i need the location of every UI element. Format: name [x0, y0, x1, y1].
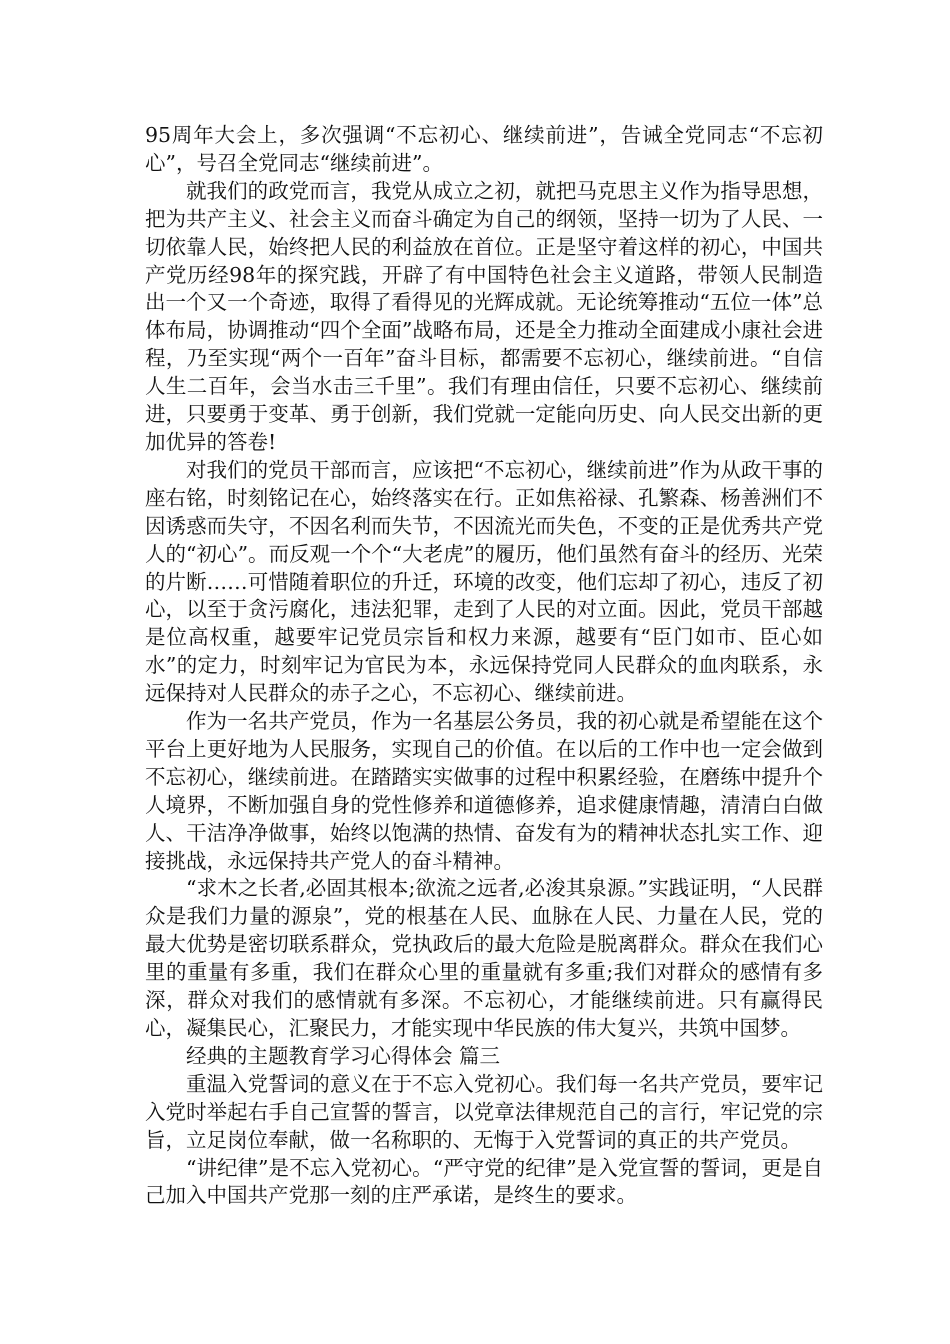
- paragraph-4: 作为一名共产党员，作为一名基层公务员，我的初心就是希望能在这个平台上更好地为人民服务，实现自己的价值。在以后的工作中也一定会做到不忘初心，继续前进。在踏踏实实做事的过程中积累经验，在磨练中提升个人境界，不断加强自身的党性修养和道德修养，追求健康情趣，清清白白做人、干洁净净做事，始终以饱满的热情、奋发有为的精神状态扎实工作、迎接挑战，永远保持共产党人的奋斗精神。: [145, 709, 823, 873]
- paragraph-3: 对我们的党员干部而言，应该把“不忘初心，继续前进”作为从政干事的座右铭，时刻铭记在心，始终落实在行。正如焦裕禄、孔繁森、杨善洲们不因诱惑而失守，不因名利而失节，不因流光而失色，不变的正是优秀共产党人的“初心”。而反观一个个“大老虎”的履历，他们虽然有奋斗的经历、光荣的片断……可惜随着职位的升迁，环境的改变，他们忘却了初心，违反了初心，以至于贪污腐化，违法犯罪，走到了人民的对立面。因此，党员干部越是位高权重，越要牢记党员宗旨和权力来源，越要有“臣门如市、臣心如水”的定力，时刻牢记为官民为本，永远保持党同人民群众的血肉联系，永远保持对人民群众的赤子之心，不忘初心、继续前进。: [145, 457, 823, 706]
- section-heading: 经典的主题教育学习心得体会 篇三: [186, 1043, 501, 1068]
- paragraph-6: 重温入党誓词的意义在于不忘入党初心。我们每一名共产党员，要牢记入党时举起右手自己宣誓的誓言，以党章法律规范自己的言行，牢记党的宗旨，立足岗位奉献，做一名称职的、无悔于入党誓词的真正的共产党员。: [145, 1071, 823, 1152]
- paragraph-2: 就我们的政党而言，我党从成立之初，就把马克思主义作为指导思想，把为共产主义、社会主义而奋斗确定为自己的纲领，坚持一切为了人民、一切依靠人民，始终把人民的利益放在首位。正是坚守着这样的初心，中国共产党历经98年的探究践，开辟了有中国特色社会主义道路，带领人民制造出一个又一个奇迹，取得了看得见的光辉成就。无论统筹推动“五位一体”总体布局，协调推动“四个全面”战略布局，还是全力推动全面建成小康社会进程，乃至实现“两个一百年”奋斗目标，都需要不忘初心，继续前进。“自信人生二百年，会当水击三千里”。我们有理由信任，只要不忘初心、继续前进，只要勇于变革、勇于创新，我们党就一定能向历史、向人民交出新的更加优异的答卷!: [145, 178, 823, 454]
- document-page: [145, 122, 823, 1210]
- paragraph-1: 95周年大会上，多次强调“不忘初心、继续前进”，告诫全党同志“不忘初心”，号召全党同志“继续前进”。: [145, 123, 823, 175]
- paragraph-5: “求木之长者,必固其根本;欲流之远者,必浚其泉源。”实践证明，“人民群众是我们力量的源泉”，党的根基在人民、血脉在人民、力量在人民，党的最大优势是密切联系群众，党执政后的最大危险是脱离群众。群众在我们心里的重量有多重，我们在群众心里的重量就有多重;我们对群众的感情有多深，群众对我们的感情就有多深。不忘初心，才能继续前进。只有赢得民心，凝集民心，汇聚民力，才能实现中华民族的伟大复兴，共筑中国梦。: [145, 876, 823, 1040]
- paragraph-7: “讲纪律”是不忘入党初心。“严守党的纪律”是入党宣誓的誓词，更是自己加入中国共产党那一刻的庄严承诺，是终生的要求。: [145, 1155, 823, 1208]
